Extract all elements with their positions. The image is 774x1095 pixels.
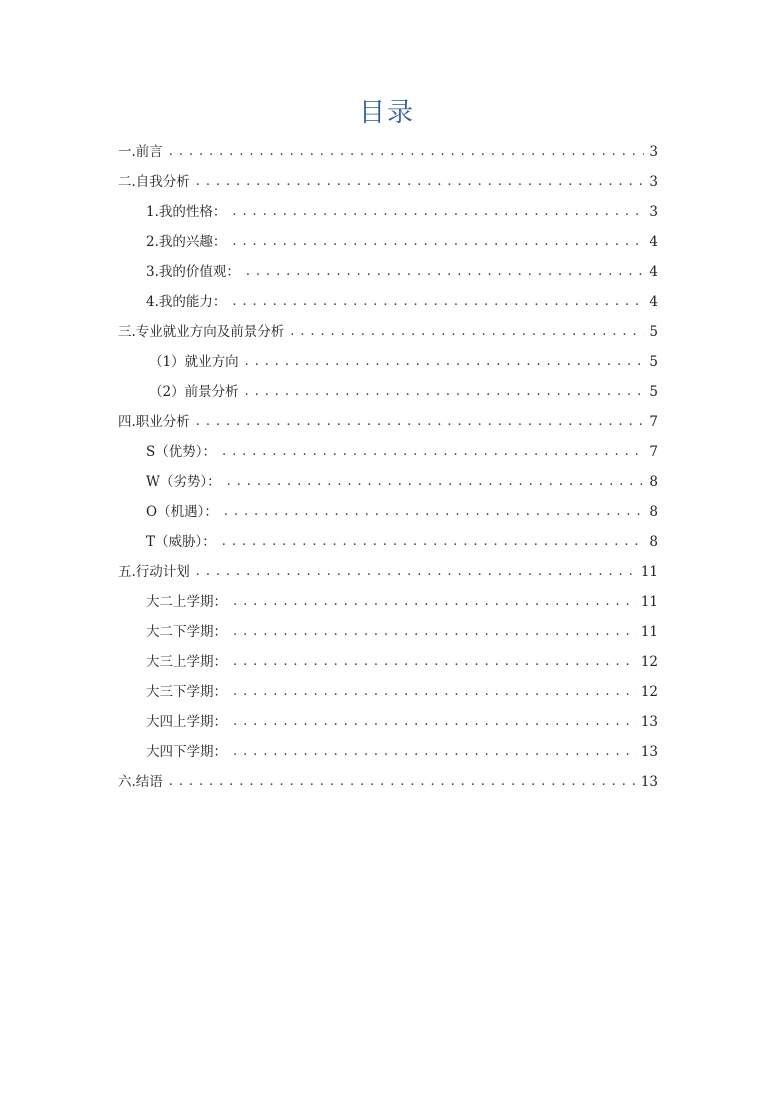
toc-leader-dots xyxy=(246,257,644,287)
toc-page-number: 11 xyxy=(640,624,658,640)
toc-page-number: 12 xyxy=(640,684,658,700)
toc-leader-dots xyxy=(232,287,644,317)
toc-entry-label: 一.前言 xyxy=(118,144,163,160)
toc-entry-label: 大二上学期： xyxy=(146,594,227,610)
toc-leader-dots xyxy=(196,557,637,587)
toc-page-number: 11 xyxy=(640,564,658,580)
toc-title: 目录 xyxy=(358,98,415,128)
toc-page-number: 7 xyxy=(649,444,658,460)
toc-leader-dots xyxy=(224,497,644,527)
toc-page-number: 4 xyxy=(649,234,658,250)
toc-entry-label: 大四上学期： xyxy=(146,714,227,730)
toc-entry-label: 4.我的能力： xyxy=(146,294,227,310)
toc-entry-junior-fall[interactable] xyxy=(146,647,658,677)
toc-entry-junior-spring[interactable] xyxy=(146,677,658,707)
toc-entry-label: （2）前景分析 xyxy=(149,384,239,400)
toc-page-number: 4 xyxy=(649,264,658,280)
toc-leader-dots xyxy=(232,227,644,257)
toc-entry-values[interactable] xyxy=(146,257,658,287)
toc-entry-label: 六.结语 xyxy=(118,774,163,790)
toc-page-number: 8 xyxy=(649,474,658,490)
toc-leader-dots xyxy=(233,707,637,737)
toc-page-number: 3 xyxy=(649,204,658,220)
toc-leader-dots xyxy=(233,587,637,617)
toc-leader-dots xyxy=(245,377,644,407)
toc-entry-conclusion[interactable] xyxy=(118,767,658,797)
toc-entry-opportunities[interactable] xyxy=(146,497,658,527)
toc-entry-action-plan[interactable] xyxy=(118,557,658,587)
toc-entry-sophomore-fall[interactable] xyxy=(146,587,658,617)
toc-page-number: 5 xyxy=(649,384,658,400)
toc-entry-senior-spring[interactable] xyxy=(146,737,658,767)
toc-entry-senior-fall[interactable] xyxy=(146,707,658,737)
toc-entry-label: 3.我的价值观： xyxy=(146,264,240,280)
toc-page-number: 13 xyxy=(640,714,658,730)
toc-entry-interests[interactable] xyxy=(146,227,658,257)
toc-page-number: 5 xyxy=(649,324,658,340)
toc-leader-dots xyxy=(169,767,637,797)
toc-entry-label: 1.我的性格： xyxy=(146,204,227,220)
toc-entry-strengths[interactable] xyxy=(146,437,658,467)
toc-entry-label: 2.我的兴趣： xyxy=(146,234,227,250)
toc-leader-dots xyxy=(222,527,644,557)
toc-entry-label: T（威胁）： xyxy=(146,534,216,550)
toc-entry-label: O（机遇）： xyxy=(146,504,218,520)
toc-leader-dots xyxy=(227,467,644,497)
toc-page-number: 12 xyxy=(640,654,658,670)
toc-entry-label: 二.自我分析 xyxy=(118,174,190,190)
toc-entry-label: 四.职业分析 xyxy=(118,414,190,430)
toc-page-number: 8 xyxy=(649,534,658,550)
toc-leader-dots xyxy=(196,167,644,197)
toc-leader-dots xyxy=(233,677,637,707)
toc-page-number: 13 xyxy=(640,744,658,760)
toc-entry-label: 大二下学期： xyxy=(146,624,227,640)
toc-entry-weaknesses[interactable] xyxy=(146,467,658,497)
toc-page-number: 3 xyxy=(649,174,658,190)
toc-entry-label: S（优势）： xyxy=(146,444,216,460)
toc-entry-direction[interactable] xyxy=(149,347,658,377)
toc-entry-label: 大四下学期： xyxy=(146,744,227,760)
toc-leader-dots xyxy=(232,197,644,227)
toc-entry-prospects[interactable] xyxy=(149,377,658,407)
toc-entry-employment-direction[interactable] xyxy=(118,317,658,347)
toc-page-number: 3 xyxy=(649,144,658,160)
toc-leader-dots xyxy=(290,317,644,347)
toc-page-number: 13 xyxy=(640,774,658,790)
toc-entry-sophomore-spring[interactable] xyxy=(146,617,658,647)
toc-leader-dots xyxy=(233,647,637,677)
toc-entry-label: 五.行动计划 xyxy=(118,564,190,580)
toc-entry-abilities[interactable] xyxy=(146,287,658,317)
toc-entry-self-analysis[interactable] xyxy=(118,167,658,197)
toc-entry-label: （1）就业方向 xyxy=(149,354,239,370)
toc-leader-dots xyxy=(233,737,637,767)
toc-entry-label: 大三下学期： xyxy=(146,684,227,700)
toc-entry-preface[interactable] xyxy=(118,137,658,167)
toc-entry-career-analysis[interactable] xyxy=(118,407,658,437)
toc-page-number: 8 xyxy=(649,504,658,520)
toc-leader-dots xyxy=(222,437,644,467)
toc-entry-label: 三.专业就业方向及前景分析 xyxy=(118,324,285,340)
toc-leader-dots xyxy=(196,407,644,437)
toc-page-number: 11 xyxy=(640,594,658,610)
toc-entry-label: 大三上学期： xyxy=(146,654,227,670)
toc-entry-label: W（劣势）： xyxy=(146,474,221,490)
toc-entry-threats[interactable] xyxy=(146,527,658,557)
toc-leader-dots xyxy=(245,347,644,377)
toc-leader-dots xyxy=(169,137,644,167)
toc-page-number: 5 xyxy=(649,354,658,370)
toc-entry-personality[interactable] xyxy=(146,197,658,227)
toc-leader-dots xyxy=(233,617,637,647)
toc-page-number: 4 xyxy=(649,294,658,310)
toc-page-number: 7 xyxy=(649,414,658,430)
